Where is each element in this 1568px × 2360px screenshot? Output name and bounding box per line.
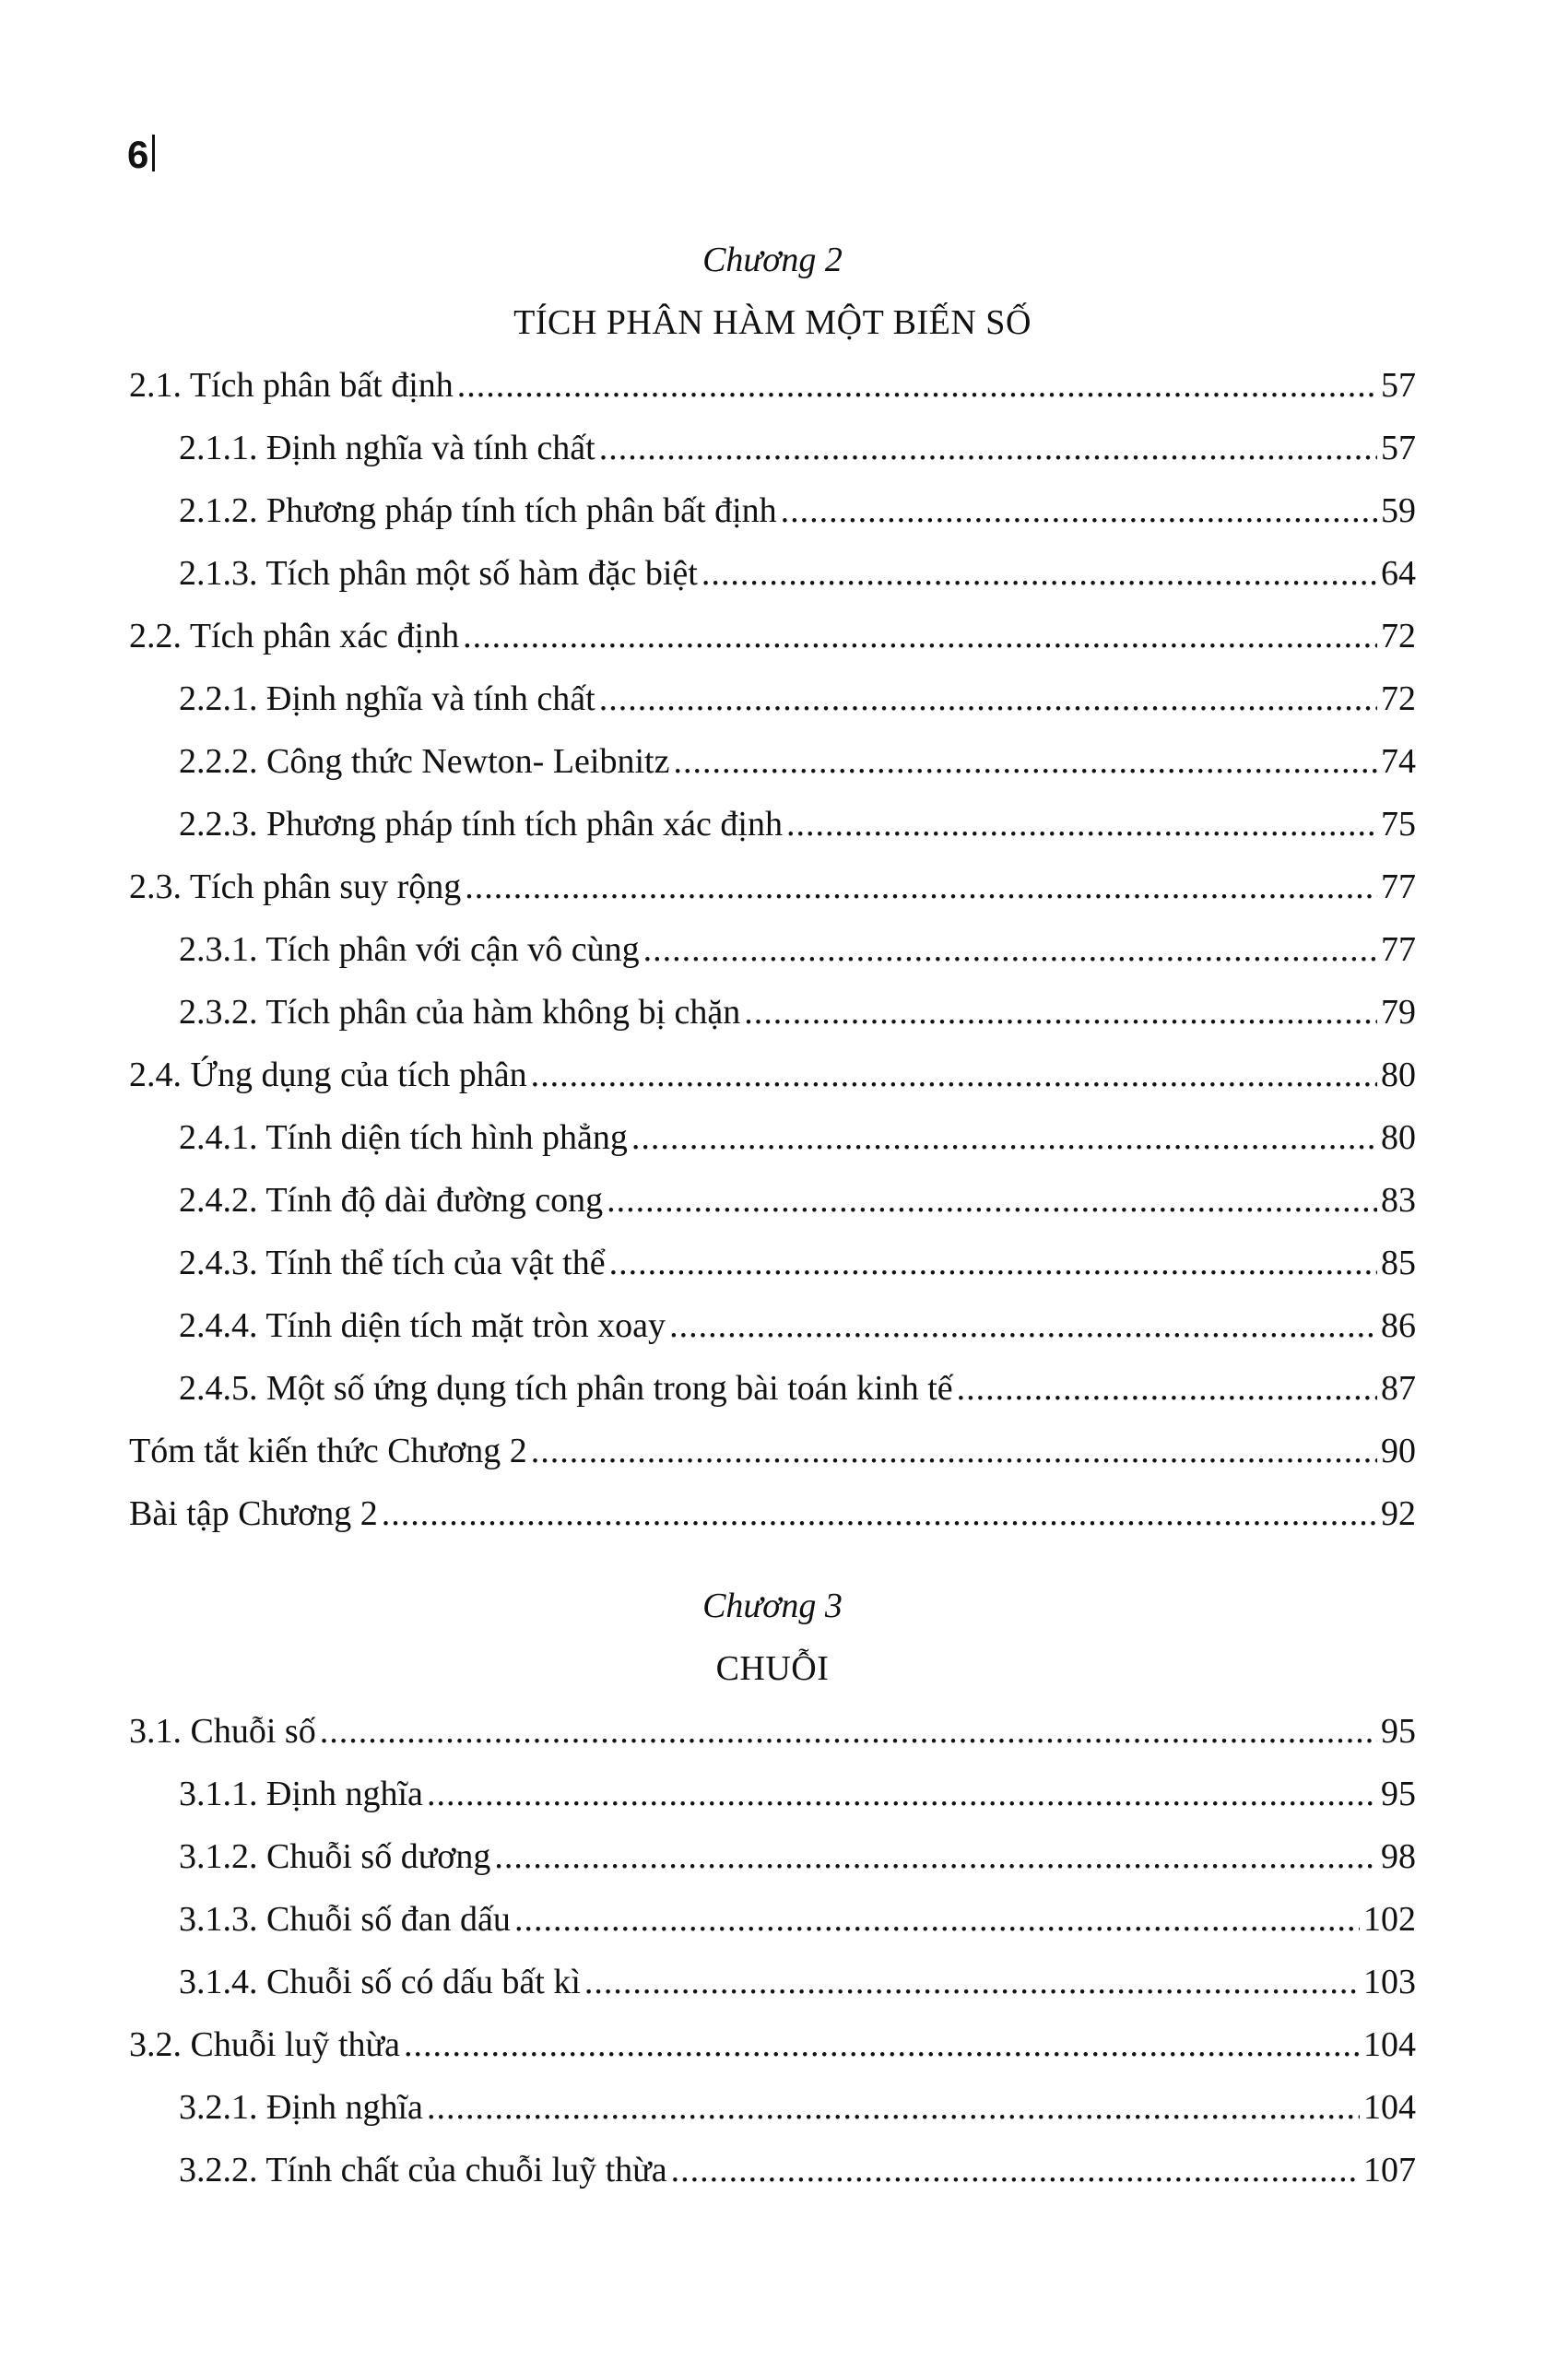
toc-entry-title: 2.4. Ứng dụng của tích phân xyxy=(129,1056,527,1094)
toc-entry-title: 2.4.1. Tính diện tích hình phẳng xyxy=(179,1118,628,1157)
toc-entry-title: 3.1.3. Chuỗi số đan dấu xyxy=(179,1900,511,1939)
toc-entry-title: 3.2. Chuỗi luỹ thừa xyxy=(129,2025,400,2064)
toc-subsection-entry[interactable] xyxy=(129,1169,1416,1232)
toc-entry-title: 3.2.1. Định nghĩa xyxy=(179,2088,423,2127)
toc-entry-title: 2.3. Tích phân suy rộng xyxy=(129,867,462,906)
toc-entry-page: 104 xyxy=(1363,2088,1416,2127)
toc-subsection-entry[interactable] xyxy=(129,918,1416,981)
toc-entry-page: 80 xyxy=(1381,1118,1416,1157)
toc-entry-page: 102 xyxy=(1363,1900,1416,1939)
toc-dot-leader xyxy=(669,1294,1377,1357)
toc-entry-title: 3.2.2. Tính chất của chuỗi luỹ thừa xyxy=(179,2151,667,2189)
toc-dot-leader xyxy=(494,1825,1377,1888)
toc-dot-leader xyxy=(643,918,1377,981)
toc-entry-page: 107 xyxy=(1363,2151,1416,2189)
toc-dot-leader xyxy=(631,1106,1377,1169)
toc-entry-page: 103 xyxy=(1363,1963,1416,2001)
toc-subsection-entry[interactable] xyxy=(129,1106,1416,1169)
toc-entry-title: 2.2.3. Phương pháp tính tích phân xác định xyxy=(179,805,783,844)
toc-entry-title: 3.1.4. Chuỗi số có dấu bất kì xyxy=(179,1963,581,2001)
toc-entry-page: 72 xyxy=(1381,679,1416,718)
toc-entry-title: 2.4.3. Tính thể tích của vật thể xyxy=(179,1244,606,1282)
toc-entry-page: 77 xyxy=(1381,867,1416,906)
toc-entry-page: 98 xyxy=(1381,1837,1416,1876)
toc-section-entry[interactable] xyxy=(129,1044,1416,1106)
toc-dot-leader xyxy=(609,1232,1377,1294)
toc-dot-leader xyxy=(599,667,1377,730)
toc-subsection-entry[interactable] xyxy=(129,1763,1416,1825)
chapter-spacer xyxy=(129,1545,1416,1575)
chapter-title: CHUỖI xyxy=(715,1649,830,1688)
toc-section-entry[interactable] xyxy=(129,605,1416,667)
toc-subsection-entry[interactable] xyxy=(129,1232,1416,1294)
toc-subsection-entry[interactable] xyxy=(129,1357,1416,1420)
toc-subsection-entry[interactable] xyxy=(129,542,1416,605)
toc-subsection-entry[interactable] xyxy=(129,2139,1416,2201)
toc-entry-title: 2.2.1. Định nghĩa và tính chất xyxy=(179,679,595,718)
toc-entry-page: 92 xyxy=(1381,1494,1416,1533)
toc-subsection-entry[interactable] xyxy=(129,1888,1416,1951)
toc-dot-leader xyxy=(673,730,1377,793)
toc-dot-leader xyxy=(382,1482,1377,1545)
toc-entry-page: 75 xyxy=(1381,805,1416,844)
toc-dot-leader xyxy=(427,1763,1377,1825)
toc-dot-leader xyxy=(427,2076,1360,2139)
toc-entry-page: 90 xyxy=(1381,1432,1416,1470)
toc-dot-leader xyxy=(320,1700,1377,1763)
toc-dot-leader xyxy=(465,856,1377,918)
toc-dot-leader xyxy=(531,1044,1377,1106)
toc-entry-page: 85 xyxy=(1381,1244,1416,1282)
toc-entry-page: 95 xyxy=(1381,1775,1416,1813)
toc-subsection-entry[interactable] xyxy=(129,417,1416,479)
toc-dot-leader xyxy=(671,2139,1360,2201)
toc-entry-title: 2.2.2. Công thức Newton- Leibnitz xyxy=(179,742,670,781)
toc-dot-leader xyxy=(584,1951,1360,2013)
toc-subsection-entry[interactable] xyxy=(129,730,1416,793)
page-number-value: 6 xyxy=(127,133,149,176)
toc-section-entry[interactable] xyxy=(129,1482,1416,1545)
page-number-divider xyxy=(152,135,155,171)
toc-entry-page: 79 xyxy=(1381,993,1416,1032)
toc-entry-page: 74 xyxy=(1381,742,1416,781)
toc-entry-page: 57 xyxy=(1381,429,1416,467)
toc-section-entry[interactable] xyxy=(129,1420,1416,1482)
toc-dot-leader xyxy=(457,354,1377,417)
toc-entry-title: 2.3.2. Tích phân của hàm không bị chặn xyxy=(179,993,741,1032)
toc-section-entry[interactable] xyxy=(129,1700,1416,1763)
toc-section-entry[interactable] xyxy=(129,354,1416,417)
toc-entry-page: 86 xyxy=(1381,1306,1416,1345)
toc-subsection-entry[interactable] xyxy=(129,1951,1416,2013)
toc-subsection-entry[interactable] xyxy=(129,667,1416,730)
toc-dot-leader xyxy=(781,479,1377,542)
toc-subsection-entry[interactable] xyxy=(129,479,1416,542)
table-of-contents xyxy=(129,229,1416,2201)
toc-entry-page: 87 xyxy=(1381,1369,1416,1408)
toc-dot-leader xyxy=(744,981,1377,1044)
toc-dot-leader xyxy=(607,1169,1377,1232)
chapter-title: TÍCH PHÂN HÀM MỘT BIẾN SỐ xyxy=(513,303,1032,342)
toc-dot-leader xyxy=(404,2013,1360,2076)
toc-entry-title: 2.1.2. Phương pháp tính tích phân bất định xyxy=(179,491,777,530)
toc-subsection-entry[interactable] xyxy=(129,981,1416,1044)
toc-entry-title: 3.1.1. Định nghĩa xyxy=(179,1775,423,1813)
toc-entry-page: 104 xyxy=(1363,2025,1416,2064)
toc-entry-page: 77 xyxy=(1381,930,1416,969)
toc-entry-page: 57 xyxy=(1381,366,1416,405)
toc-entry-title: 2.1.1. Định nghĩa và tính chất xyxy=(179,429,595,467)
toc-entry-page: 95 xyxy=(1381,1712,1416,1751)
toc-dot-leader xyxy=(463,605,1377,667)
toc-entry-title: 2.4.2. Tính độ dài đường cong xyxy=(179,1181,604,1220)
toc-dot-leader xyxy=(599,417,1377,479)
chapter-label: Chương 3 xyxy=(702,1587,843,1625)
toc-entry-title: 2.2. Tích phân xác định xyxy=(129,617,460,655)
toc-entry-page: 64 xyxy=(1381,554,1416,593)
toc-dot-leader xyxy=(786,793,1377,856)
toc-entry-page: 59 xyxy=(1381,491,1416,530)
toc-entry-page: 80 xyxy=(1381,1056,1416,1094)
toc-section-entry[interactable] xyxy=(129,2013,1416,2076)
toc-dot-leader xyxy=(514,1888,1360,1951)
toc-entry-page: 83 xyxy=(1381,1181,1416,1220)
toc-entry-title: 3.1. Chuỗi số xyxy=(129,1712,316,1751)
toc-dot-leader xyxy=(957,1357,1377,1420)
toc-subsection-entry[interactable] xyxy=(129,793,1416,856)
toc-entry-page: 72 xyxy=(1381,617,1416,655)
toc-subsection-entry[interactable] xyxy=(129,1294,1416,1357)
toc-entry-title: Tóm tắt kiến thức Chương 2 xyxy=(129,1432,527,1470)
toc-dot-leader xyxy=(531,1420,1377,1482)
page-number xyxy=(127,135,155,174)
toc-entry-title: 2.4.4. Tính diện tích mặt tròn xoay xyxy=(179,1306,666,1345)
toc-entry-title: 2.4.5. Một số ứng dụng tích phân trong bài toán kinh tế xyxy=(179,1369,953,1408)
toc-subsection-entry[interactable] xyxy=(129,2076,1416,2139)
toc-section-entry[interactable] xyxy=(129,856,1416,918)
toc-subsection-entry[interactable] xyxy=(129,1825,1416,1888)
toc-entry-title: 3.1.2. Chuỗi số dương xyxy=(179,1837,491,1876)
toc-entry-title: 2.1. Tích phân bất định xyxy=(129,366,454,405)
toc-entry-title: 2.3.1. Tích phân với cận vô cùng xyxy=(179,930,640,969)
chapter-label: Chương 2 xyxy=(702,241,843,279)
toc-entry-title: 2.1.3. Tích phân một số hàm đặc biệt xyxy=(179,554,698,593)
toc-dot-leader xyxy=(701,542,1377,605)
toc-entry-title: Bài tập Chương 2 xyxy=(129,1494,378,1533)
